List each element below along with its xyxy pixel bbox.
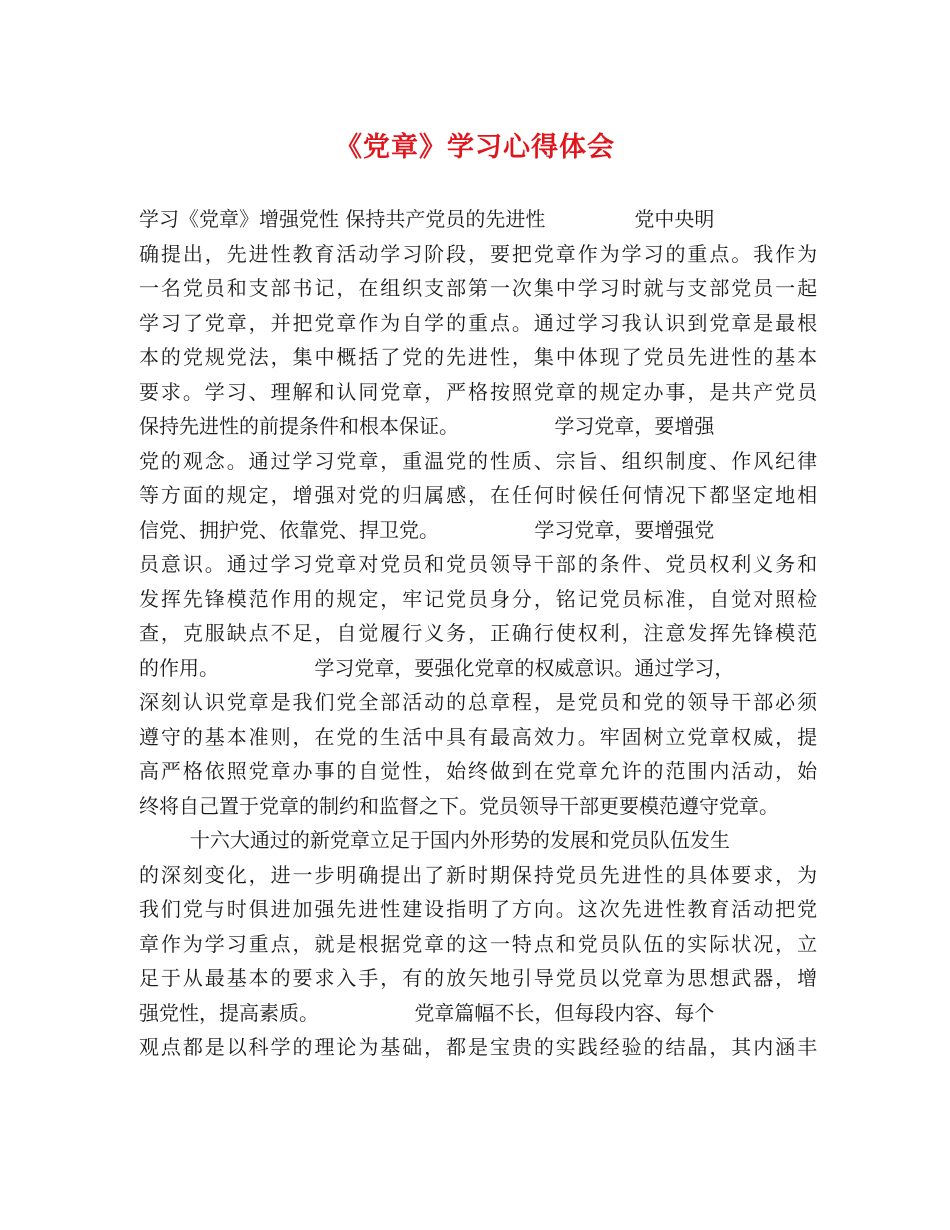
body-text-line: 终将自己置于党章的制约和监督之下。党员领导干部更要模范遵守党章。 bbox=[139, 793, 779, 818]
document-body bbox=[139, 202, 819, 1065]
body-text-line: 足于从最基本的要求入手，有的放矢地引导党员以党章为思想武器，增 bbox=[139, 966, 819, 990]
body-text-line: 保持先进性的前提条件和根本保证。 学习党章，要增强 bbox=[139, 414, 715, 438]
body-text-line: 的深刻变化，进一步明确提出了新时期保持党员先进性的具体要求，为 bbox=[139, 862, 819, 887]
body-text-line: 一名党员和支部书记，在组织支部第一次集中学习时就与支部党员一起 bbox=[139, 276, 819, 300]
body-text-line: 查，克服缺点不足，自觉履行义务，正确行使权利，注意发挥先锋模范 bbox=[139, 621, 819, 645]
body-text-line: 发挥先锋模范作用的规定，牢记党员身分，铭记党员标准，自觉对照检 bbox=[139, 586, 819, 611]
body-text-line: 强党性，提高素质。 党章篇幅不长，但每段内容、每个 bbox=[139, 1000, 715, 1025]
body-text-line: 章作为学习重点，就是根据党章的这一特点和党员队伍的实际状况，立 bbox=[139, 931, 819, 956]
body-text-line: 信党、拥护党、依靠党、捍卫党。 学习党章，要增强党 bbox=[139, 517, 715, 542]
body-text-line: 学习《党章》增强党性 保持共产党员的先进性 党中央明 bbox=[139, 207, 715, 231]
document-title: 《党章》学习心得体会 bbox=[335, 132, 615, 163]
body-text-line: 要求。学习、理解和认同党章，严格按照党章的规定办事，是共产党员 bbox=[139, 379, 819, 404]
body-text-line: 高严格依照党章办事的自觉性，始终做到在党章允许的范围内活动，始 bbox=[139, 759, 819, 783]
body-text-line: 深刻认识党章是我们党全部活动的总章程，是党员和党的领导干部必须 bbox=[139, 690, 819, 714]
body-text-line: 我们党与时俱进加强先进性建设指明了方向。这次先进性教育活动把党 bbox=[139, 897, 819, 921]
body-text-line: 等方面的规定，增强对党的归属感，在任何时候任何情况下都坚定地相 bbox=[139, 483, 819, 507]
body-text-line: 遵守的基本准则，在党的生活中具有最高效力。牢固树立党章权威，提 bbox=[139, 724, 819, 749]
body-text-line: 员意识。通过学习党章对党员和党员领导干部的条件、党员权利义务和 bbox=[139, 552, 819, 576]
body-text-line: 的作用。 学习党章，要强化党章的权威意识。通过学习， bbox=[139, 655, 735, 680]
body-text-line: 党的观念。通过学习党章，重温党的性质、宗旨、组织制度、作风纪律 bbox=[139, 448, 819, 473]
body-text-line: 学习了党章，并把党章作为自学的重点。通过学习我认识到党章是最根 bbox=[139, 310, 819, 335]
body-text-line: 十六大通过的新党章立足于国内外形势的发展和党员队伍发生 bbox=[139, 828, 730, 852]
body-text-line: 确提出，先进性教育活动学习阶段，要把党章作为学习的重点。我作为 bbox=[139, 241, 819, 266]
body-text-line: 本的党规党法，集中概括了党的先进性，集中体现了党员先进性的基本 bbox=[139, 345, 819, 369]
body-text-line: 观点都是以科学的理论为基础，都是宝贵的实践经验的结晶，其内涵丰 bbox=[139, 1035, 819, 1059]
